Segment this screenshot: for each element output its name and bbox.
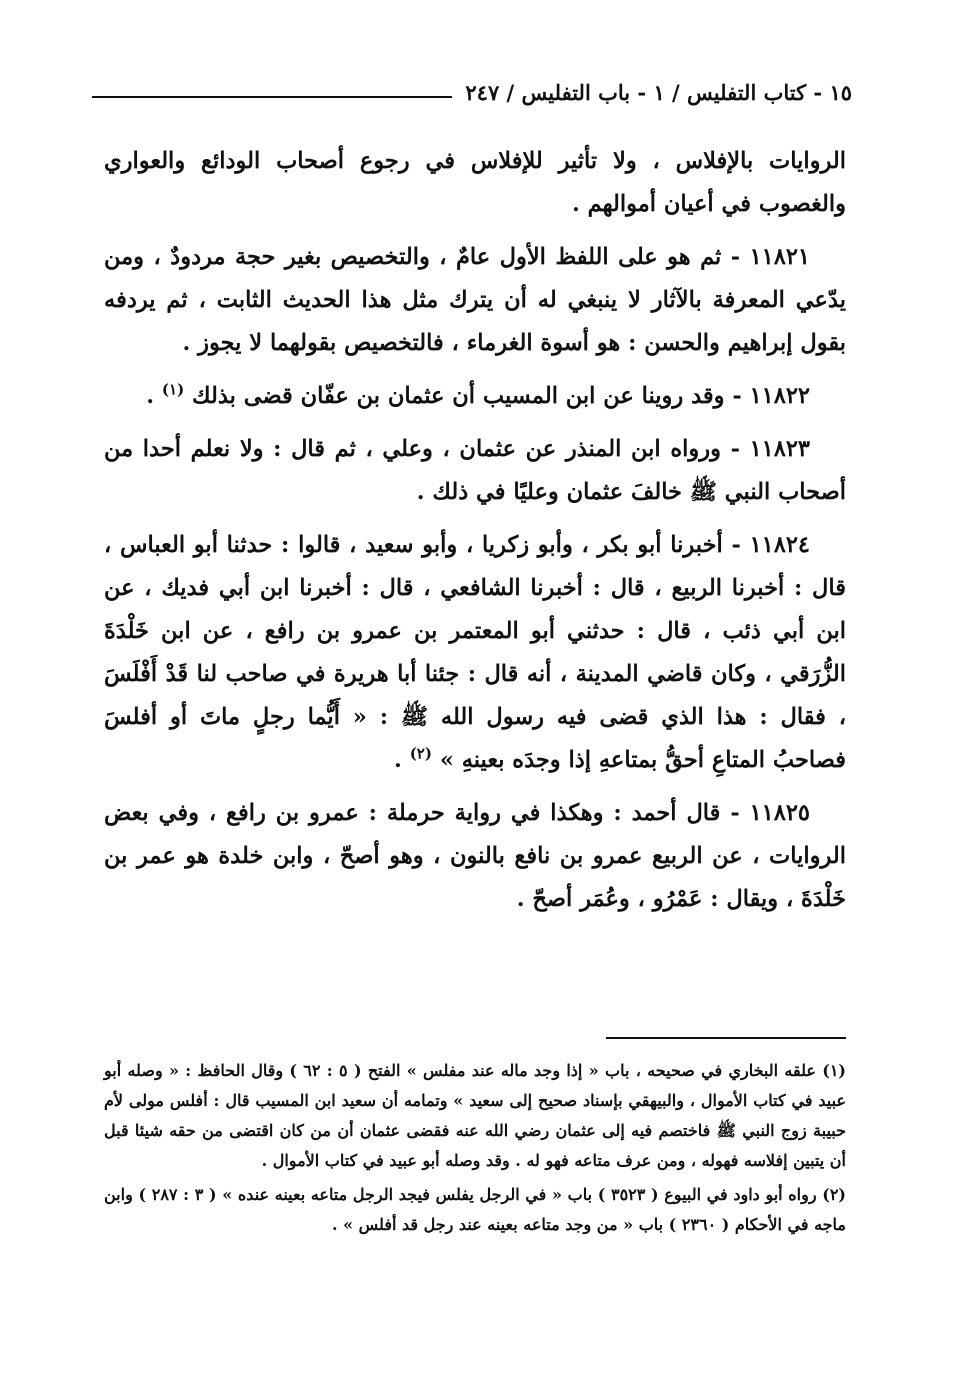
paragraph-text: ورواه ابن المنذر عن عثمان ، وعلي ، ثم قال : ولا نعلم أحدا من أصحاب النبي ﷺ خالفَ عثمان وعليًا في ذلك . (104, 436, 846, 505)
paragraph-text: وقد روينا عن ابن المسيب أن عثمان بن عفّان قضى بذلك (192, 383, 725, 409)
paragraph-dash: - (721, 244, 741, 270)
paragraph-dash: - (724, 383, 742, 409)
footnote-2 (104, 1180, 846, 1240)
footnotes (104, 1056, 846, 1244)
running-title: ١٥ - كتاب التفليس / ١ - باب التفليس / ٢٤٧ (465, 80, 852, 105)
paragraph-dash: - (720, 800, 740, 826)
footnote-separator (606, 1037, 846, 1039)
running-header (92, 74, 852, 114)
footnote-1 (104, 1056, 846, 1176)
paragraph-number: ١١٨٢٥ (749, 800, 811, 826)
footnote-marker: (٢) (822, 1185, 846, 1204)
footnote-text: علقه البخاري في صحيحه ، باب « إذا وجد ماله عند مفلس » الفتح ( ٥ : ٦٢ ) وقال الحافظ : « وصله أبو عبيد في كتاب الأموال ، والبيهقي بإسناد صحيح إلى سعيد » وتمامه أن سعيد ابن المسيب قال : أفلس مولى لأم حبيبة زوج النبي ﷺ فاختصم فيه إلى عثمان رضي الله عنه فقضى عثمان أن من كان اقتضى من حقه شيئا قبل أن يتبين إفلاسه فهوله ، ومن عرف متاعه فهو له . وقد وصله أبو عبيد في كتاب الأموال . (104, 1061, 847, 1170)
paragraph-dash: - (722, 532, 741, 558)
paragraph-tail: . (394, 747, 410, 773)
paragraph-tail: . (146, 383, 162, 409)
paragraph-text: أخبرنا أبو بكر ، وأبو زكريا ، وأبو سعيد ، قالوا : حدثنا أبو العباس ، قال : أخبرنا الربيع ، قال : أخبرنا الشافعي ، قال : أخبرنا ابن أبي فديك ، عن ابن أبي ذئب ، قال : حدثني أبو المعتمر بن عمرو بن رافع ، عن ابن خَلْدَةَ الزُّرَقي ، وكان قاضي المدينة ، أنه قال : جئنا أبا هريرة في صاحب لنا قَدْ أَفْلَسَ ، فقال : هذا الذي قضى فيه رسول الله ﷺ : « أَيُّما رجلٍ ماتَ أو أفلسَ فصاحبُ المتاعِ أحقُّ بمتاعهِ إذا وجدَه بعينهِ » (104, 532, 846, 773)
paragraph-number: ١١٨٢٢ (749, 383, 810, 409)
paragraph-11825 (104, 792, 846, 921)
paragraph-text: ثم هو على اللفظ الأول عامٌ ، والتخصيص بغير حجة مردودٌ ، ومن يدّعي المعرفة بالآثار لا ينبغي له أن يترك مثل هذا الحديث الثابت ، ثم يردفه بقول إبراهيم والحسن : هو أسوة الغرماء ، فالتخصيص بقولهما لا يجوز . (104, 244, 846, 356)
footnote-reference[interactable]: (١) (161, 380, 185, 399)
paragraph-text: قال أحمد : وهكذا في رواية حرملة : عمرو بن رافع ، وفي بعض الروايات ، عن الربيع عمرو بن نافع بالنون ، وهو أصحّ ، وابن خلدة هو عمر بن خَلْدَةَ ، ويقال : عَمْرُو ، وعُمَر أصحّ . (104, 800, 846, 912)
paragraph-number: ١١٨٢١ (749, 244, 810, 270)
footnote-marker: (١) (822, 1061, 846, 1080)
paragraph-continuation (104, 140, 846, 226)
paragraph-11822 (104, 375, 846, 418)
main-text (104, 140, 846, 931)
footnote-reference[interactable]: (٢) (409, 744, 432, 763)
paragraph-number: ١١٨٢٣ (749, 436, 810, 462)
paragraph-11823 (104, 428, 846, 514)
footnote-text: رواه أبو داود في البيوع ( ٣٥٢٣ ) باب « في الرجل يفلس فيجد الرجل متاعه بعينه عنده » ( ٣ : ٢٨٧ ) وابن ماجه في الأحكام ( ٢٣٦٠ ) باب « من وجد متاعه بعينه عند رجل قد أفلس » . (104, 1185, 846, 1234)
header-rule (92, 96, 452, 98)
paragraph-dash: - (720, 436, 740, 462)
paragraph-number: ١١٨٢٤ (749, 532, 811, 558)
paragraph-11824 (104, 524, 846, 782)
paragraph-text: الروايات بالإفلاس ، ولا تأثير للإفلاس في رجوع أصحاب الودائع والعواري والغصوب في أعيان أموالهم . (104, 148, 846, 217)
paragraph-11821 (104, 236, 846, 365)
